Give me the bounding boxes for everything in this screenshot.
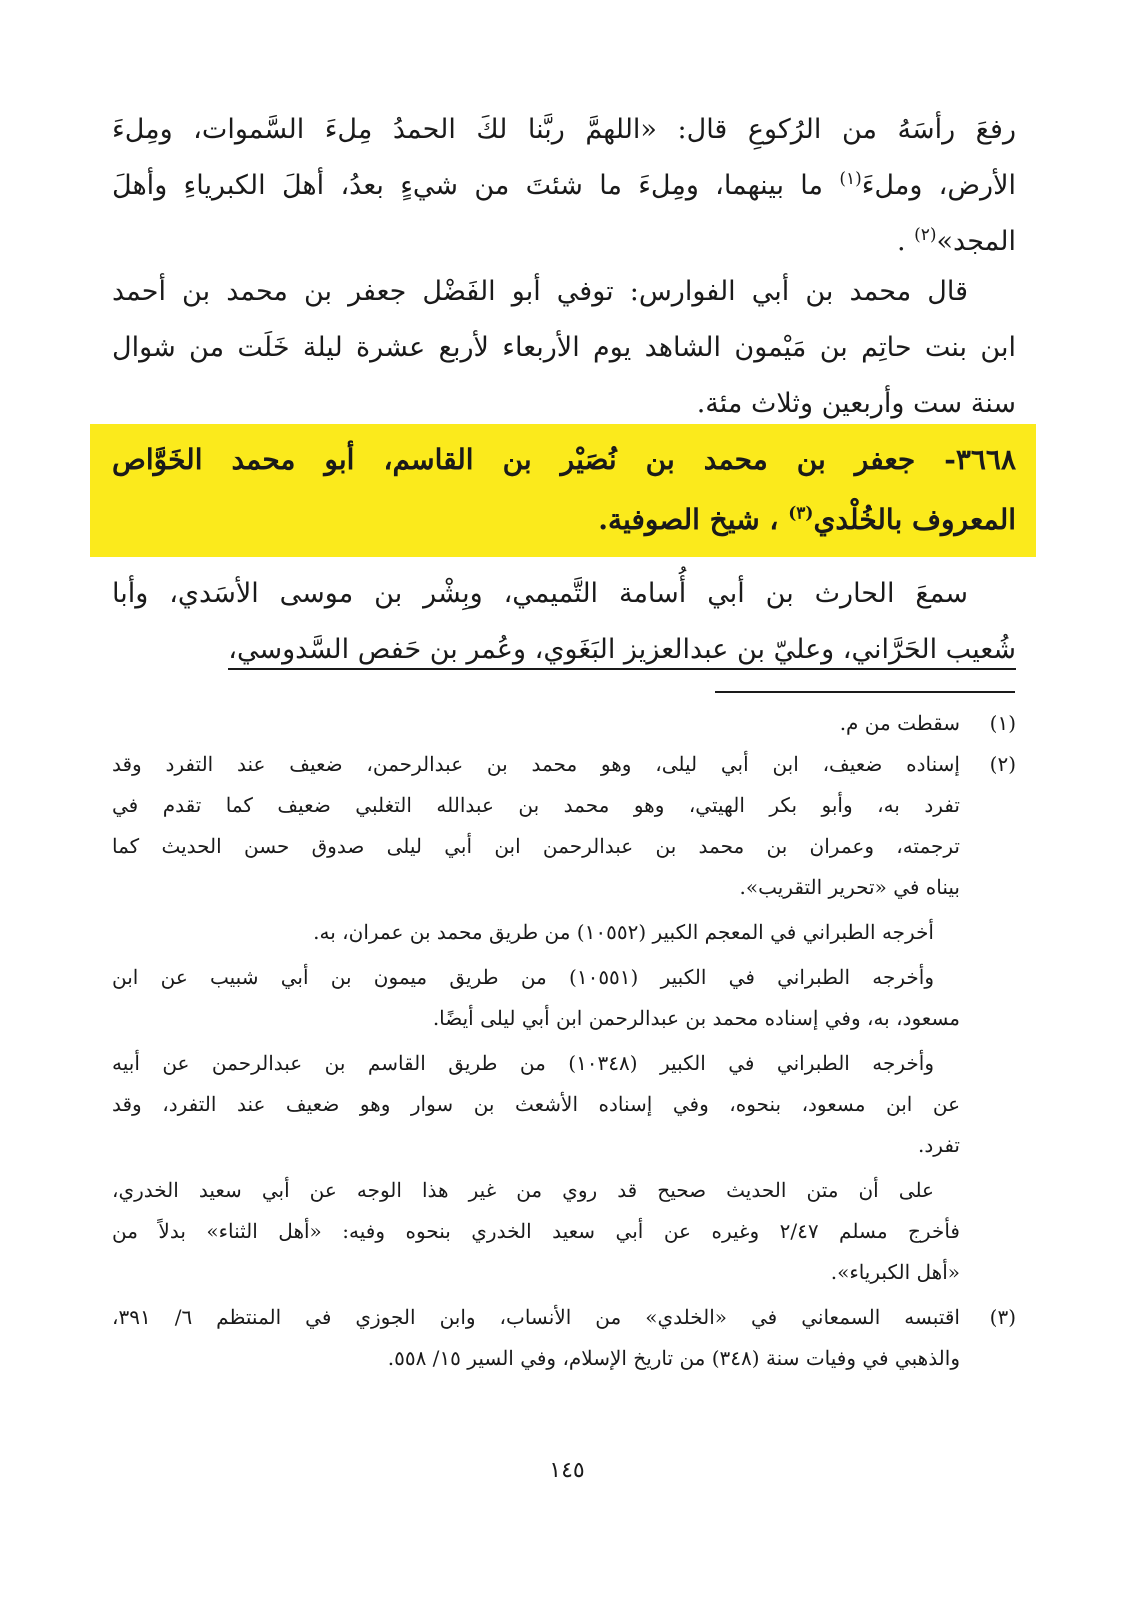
footnote-number: (٣) (989, 1305, 1016, 1329)
text-line (112, 158, 1016, 214)
footnote-line: على أن متن الحديث صحيح قد روي من غير هذا الوجه عن أبي سعيد الخدري، (112, 1178, 934, 1202)
text-line: قال محمد بن أبي الفوارس: توفي أبو الفَضْل جعفر بن محمد بن أحمد (112, 276, 968, 307)
footnote-1 (112, 703, 1016, 744)
footnote-line: فأخرج مسلم ٢/٤٧ وغيره عن أبي سعيد الخدري بنحوه وفيه: «أهل الثناء» بدلاً من (112, 1219, 960, 1243)
footnote-ref: (٣) (788, 503, 814, 524)
text-span: المعروف بالخُلْدي (813, 503, 1016, 536)
footnote-number: (٢) (989, 752, 1016, 776)
paragraph-hadith (112, 102, 1016, 270)
page-number: ١٤٥ (549, 1458, 585, 1483)
text-span: ، شيخ الصوفية. (598, 503, 779, 536)
entry-title-line (112, 490, 1016, 550)
footnote-line: مسعود، به، وفي إسناده محمد بن عبدالرحمن ابن أبي ليلى أيضًا. (432, 1006, 960, 1030)
footnote-line: تفرد. (918, 1133, 960, 1157)
footnote-separator (715, 691, 1015, 693)
text-line (112, 214, 1016, 270)
text-span: المجد» (936, 226, 1016, 257)
text-line: سمعَ الحارث بن أبي أُسامة التَّميمي، وبِشْر بن موسى الأسَدي، وأبا (112, 578, 968, 609)
text-span: . (896, 226, 915, 257)
footnote-line: وأخرجه الطبراني في الكبير (١٠٣٤٨) من طريق القاسم بن عبدالرحمن عن أبيه (112, 1051, 934, 1075)
footnote-line: اقتبسه السمعاني في «الخلدي» من الأنساب، وابن الجوزي في المنتظم ٦/ ٣٩١، (112, 1305, 960, 1329)
footnote-2 (112, 744, 1016, 1293)
text-line: ابن بنت حاتِم بن مَيْمون الشاهد يوم الأربعاء لأربع عشرة ليلة خَلَت من شوال (112, 332, 1016, 363)
text-line: رفعَ رأسَهُ من الرُكوعِ قال: «اللهمَّ ربَّنا لكَ الحمدُ مِلءَ السَّموات، ومِلءَ (112, 114, 1016, 145)
entry-title-line: ٣٦٦٨- جعفر بن محمد بن نُصَيْر بن القاسم، أبو محمد الخَوَّاص (112, 443, 1016, 476)
footnote-paragraph (112, 1043, 960, 1166)
footnote-3 (112, 1297, 1016, 1379)
footnote-paragraph (112, 1170, 960, 1293)
footnote-line: وأخرجه الطبراني في الكبير (١٠٥٥١) من طريق ميمون بن أبي شبيب عن ابن (112, 965, 934, 989)
footnote-line: «أهل الكبرياء». (830, 1260, 960, 1284)
footnote-line: ترجمته، وعمران بن محمد بن عبدالرحمن ابن أبي ليلى صدوق حسن الحديث كما (112, 834, 960, 858)
text-span: الأرض، وملءَ (861, 170, 1016, 201)
text-line (112, 622, 1016, 678)
footnote-ref: (١) (839, 169, 862, 189)
footnote-line: إسناده ضعيف، ابن أبي ليلى، وهو محمد بن عبدالرحمن، ضعيف عند التفرد وقد (112, 752, 960, 776)
paragraph-teachers (112, 566, 1016, 678)
footnote-paragraph (112, 957, 960, 1039)
text-line: سنة ست وأربعين وثلاث مئة. (696, 388, 1016, 419)
paragraph-death-date (112, 264, 1016, 432)
footnote-number: (١) (989, 711, 1016, 735)
footnote-line: عن ابن مسعود، بنحوه، وفي إسناده الأشعث بن سوار وهو ضعيف عند التفرد، وقد (112, 1092, 960, 1116)
footnote-line: أخرجه الطبراني في المعجم الكبير (١٠٥٥٢) من طريق محمد بن عمران، به. (313, 920, 934, 944)
footnote-ref: (٢) (914, 225, 937, 245)
underlined-text: شُعيب الحَرَّاني، وعليّ بن عبدالعزيز البَغَوي، وعُمر بن حَفص السَّدوسي، (228, 634, 1016, 670)
footnote-line: تفرد به، وأبو بكر الهيتي، وهو محمد بن عبدالله التغلبي ضعيف كما تقدم في (112, 793, 960, 817)
footnote-line: والذهبي في وفيات سنة (٣٤٨) من تاريخ الإسلام، وفي السير ١٥/ ٥٥٨. (387, 1346, 960, 1370)
entry-heading (112, 430, 1016, 550)
footnote-paragraph (112, 912, 960, 953)
footnote-line: سقطت من م. (839, 711, 960, 735)
footnotes (112, 703, 1016, 1379)
footnote-line: بيناه في «تحرير التقريب». (739, 875, 960, 899)
text-span: ما بينهما، ومِلءَ ما شئتَ من شيءٍ بعدُ، أهلَ الكبرياءِ وأهلَ (112, 170, 823, 201)
